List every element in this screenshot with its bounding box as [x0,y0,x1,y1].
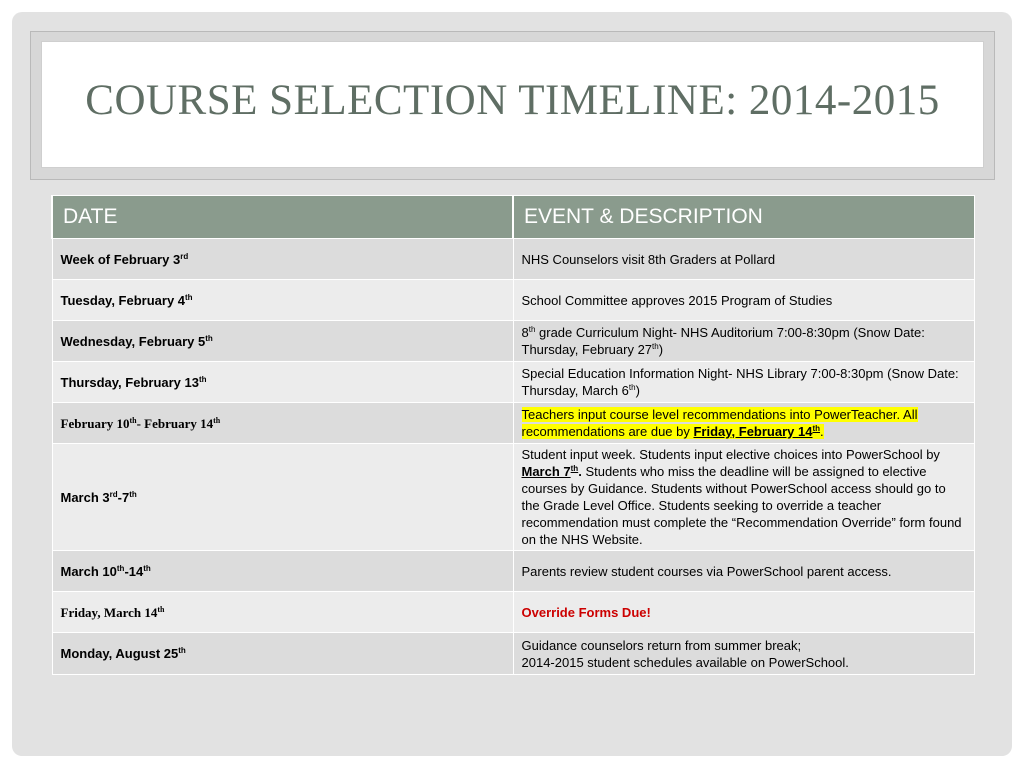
table-row [52,321,974,362]
event-cell: Student input week. Students input elective choices into PowerSchool by March 7th. Students who miss the deadline will be assigned to elective courses by Guidance. Students without PowerSchool access should go to the Grade Level Office. Students seeking to override a teacher recommendation must complete the “Recommendation Override” form found on the NHS Website. [513,444,974,551]
slide-title: COURSE SELECTION TIMELINE: 2014-2015 [85,77,940,124]
table-row [52,592,974,633]
table-row [52,239,974,280]
date-cell: Monday, August 25th [52,633,513,675]
date-cell: Week of February 3rd [52,239,513,280]
event-cell: Special Education Information Night- NHS Library 7:00-8:30pm (Snow Date: Thursday, March 6th) [513,362,974,403]
date-cell: March 3rd-7th [52,444,513,551]
table-row [52,633,974,675]
table-row [52,362,974,403]
event-cell: School Committee approves 2015 Program of Studies [513,280,974,321]
event-cell: Override Forms Due! [513,592,974,633]
date-cell: Thursday, February 13th [52,362,513,403]
table-row [52,551,974,592]
timeline-table [51,195,975,675]
table-row [52,403,974,444]
table-row [52,444,974,551]
event-cell: Guidance counselors return from summer break; 2014-2015 student schedules available on PowerSchool. [513,633,974,675]
table-header-row [52,196,974,239]
date-column-header: DATE [52,196,513,239]
event-column-header: EVENT & DESCRIPTION [513,196,974,239]
highlighted-text: Teachers input course level recommendations into PowerTeacher. All recommendations are due by Friday, February 14th. [521,407,918,439]
title-box [30,31,995,180]
date-cell: Friday, March 14th [52,592,513,633]
date-cell: Wednesday, February 5th [52,321,513,362]
date-cell: March 10th-14th [52,551,513,592]
event-cell: NHS Counselors visit 8th Graders at Pollard [513,239,974,280]
table-row [52,280,974,321]
title-panel [41,41,984,168]
event-cell: Parents review student courses via PowerSchool parent access. [513,551,974,592]
event-cell [513,403,974,444]
event-cell: 8th grade Curriculum Night- NHS Auditorium 7:00-8:30pm (Snow Date: Thursday, February 27th) [513,321,974,362]
date-cell: Tuesday, February 4th [52,280,513,321]
date-cell: February 10th- February 14th [52,403,513,444]
